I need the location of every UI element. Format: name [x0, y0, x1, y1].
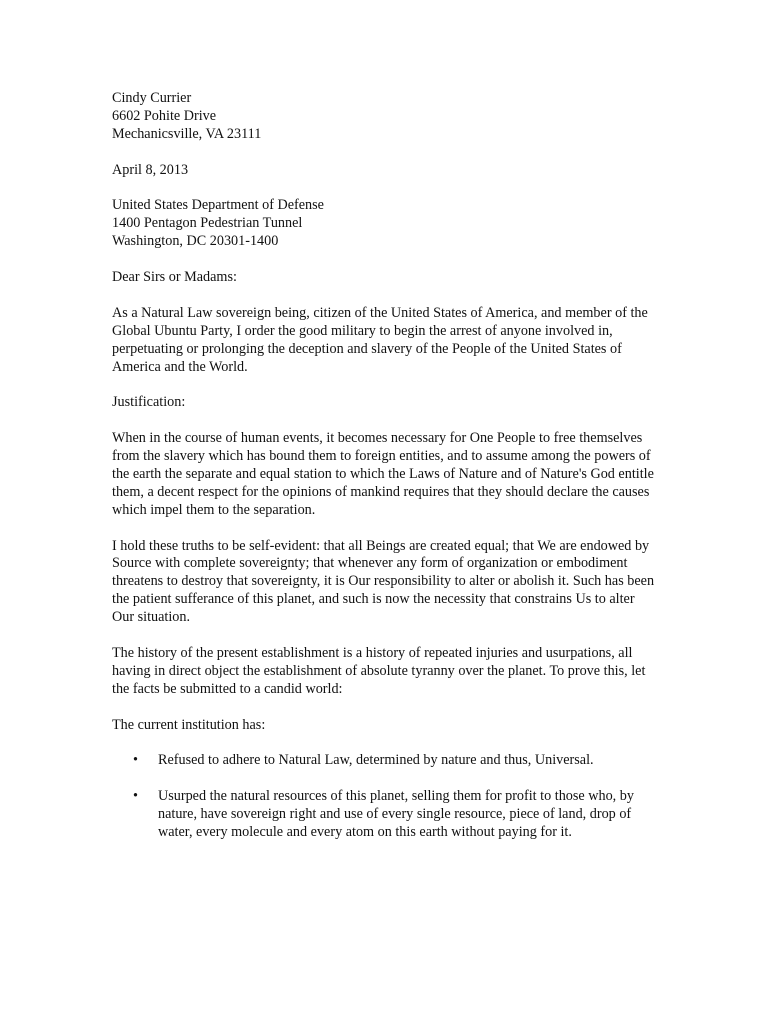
date-text: April 8, 2013: [112, 161, 189, 178]
intro-paragraph: As a Natural Law sovereign being, citizen of the United States of America, and member of the Global Ubuntu Party, I order the good military to begin the arrest of anyone involved in, perpetuating or prolonging the deception and slavery of the People of the United States of America and the World.: [112, 304, 648, 375]
list-intro: The current institution has:: [112, 716, 266, 733]
letter-date: [112, 162, 660, 180]
list-item: [112, 752, 660, 770]
recipient-street: 1400 Pentagon Pedestrian Tunnel: [112, 215, 303, 232]
list-item-text: Refused to adhere to Natural Law, determined by nature and thus, Universal.: [158, 752, 594, 769]
justification-heading: Justification:: [112, 394, 186, 411]
bullet-icon: •: [133, 788, 138, 805]
body-paragraph-2: I hold these truths to be self-evident: that all Beings are created equal; that We are endowed by Source with complete sovereignty; that whenever any form of organization or embodiment threatens to destroy that sovereignty, it is Our responsibility to alter or abolish it. Such has been the patient sufferance of this planet, and such is now the necessity that constrains Us to alter Our situation.: [112, 537, 655, 626]
bullet-icon: •: [133, 752, 138, 769]
sender-address: [112, 90, 660, 144]
recipient-org: United States Department of Defense: [112, 197, 324, 214]
letter-page: [112, 90, 660, 860]
sender-city: Mechanicsville, VA 23111: [112, 125, 262, 142]
recipient-address: [112, 197, 660, 251]
recipient-city: Washington, DC 20301-1400: [112, 233, 279, 250]
body-paragraph-3: The history of the present establishment is a history of repeated injuries and usurpations, all having in direct object the establishment of absolute tyranny over the planet. To prove this, let the facts be submitted to a candid world:: [112, 644, 646, 697]
salutation: Dear Sirs or Madams:: [112, 269, 237, 286]
sender-street: 6602 Pohite Drive: [112, 107, 217, 124]
grievance-list: [112, 752, 660, 842]
list-item: [112, 788, 660, 842]
body-paragraph-1: When in the course of human events, it becomes necessary for One People to free themselves from the slavery which has bound them to foreign entities, and to assume among the powers of the earth the separate and equal station to which the Laws of Nature and of Nature's God entitle them, a decent respect for the opinions of mankind requires that they should declare the causes which impel them to the separation.: [112, 430, 654, 518]
sender-name: Cindy Currier: [112, 90, 192, 106]
list-item-text: Usurped the natural resources of this planet, selling them for profit to those who, by nature, have sovereign right and use of every single resource, piece of land, drop of water, every molecule and every atom on this earth without paying for it.: [158, 788, 634, 840]
